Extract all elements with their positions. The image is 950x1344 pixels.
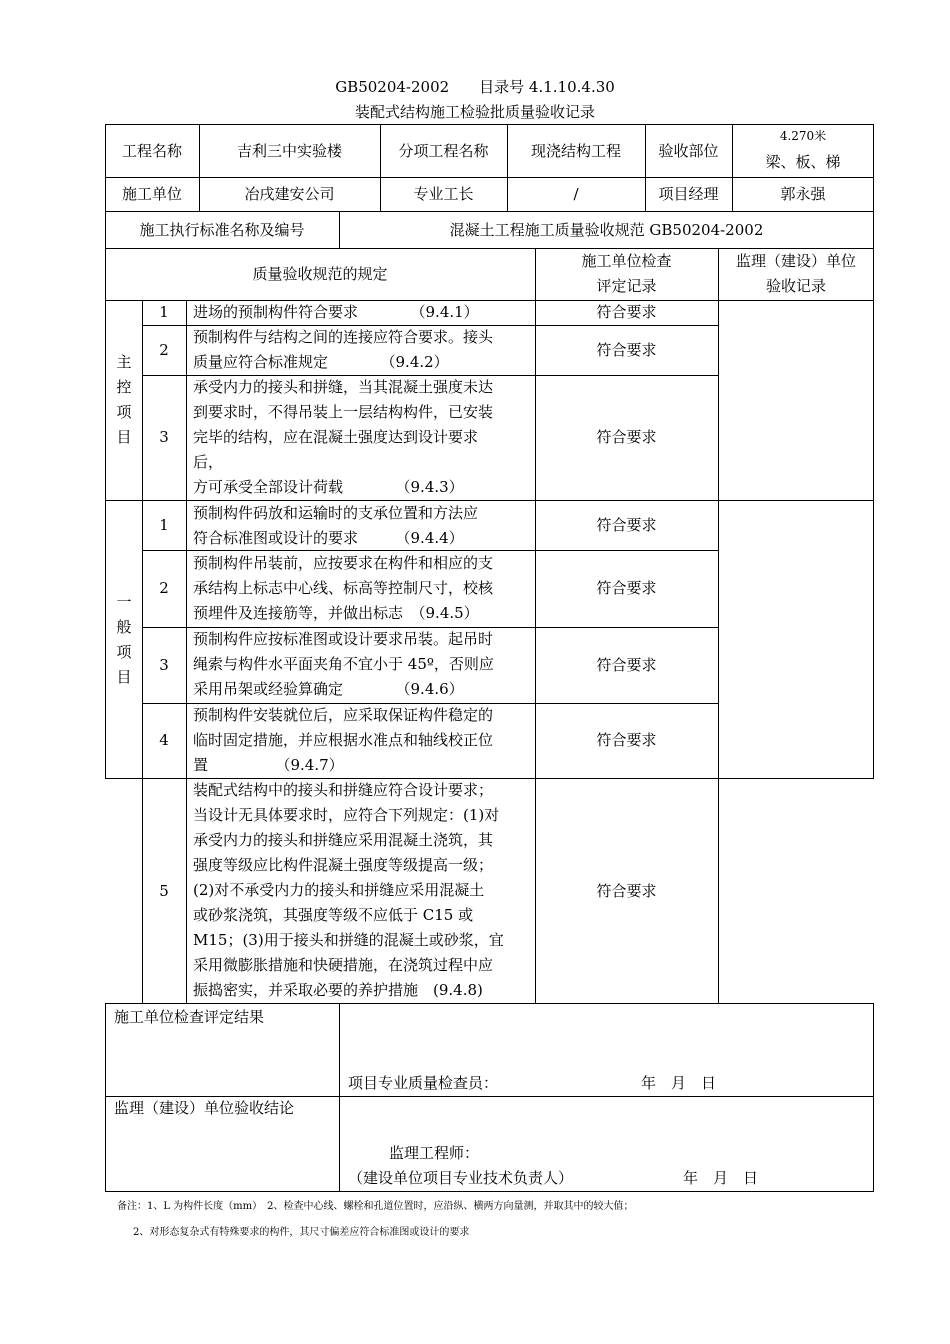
- note-line-1: 备注：1、L 为构件长度（mm） 2、检查中心线、螺栓和孔道位置时，应沿纵、横两方向量测，并取其中的较大值；: [117, 1201, 634, 1212]
- general-item-1-result: 符合要求: [596, 515, 657, 534]
- supervisor-date: 年 月 日: [683, 1169, 759, 1187]
- general-item-1-text: 预制构件码放和运输时的支承位置和方法应 符合标准图或设计的要求 （9.4.4）: [193, 504, 479, 547]
- main-item-1-text: 进场的预制构件符合要求 （9.4.1）: [193, 303, 479, 321]
- general-item-2-text: 预制构件吊装前，应按要求在构件和相应的支 承结构上标志中心线、标高等控制尺寸，校核 预埋件及连接筋等，并做出标志 （9.4.5）: [193, 554, 494, 622]
- location-members: 梁、板、梯: [765, 153, 841, 171]
- general-item-5-no: 5: [159, 881, 169, 900]
- main-item-2-result: 符合要求: [596, 340, 657, 359]
- note-line-2: 2、对形态复杂式有特殊要求的构件，其尺寸偏差应符合标准图或设计的要求: [133, 1227, 470, 1238]
- contractor-label: 施工单位: [121, 185, 182, 203]
- general-item-2-result: 符合要求: [596, 579, 657, 597]
- supervisor-header-2: 验收记录: [765, 277, 826, 295]
- manager: 郭永强: [780, 185, 826, 203]
- document-title: 装配式结构施工检验批质量验收记录: [354, 103, 595, 121]
- standard-label: 施工执行标准名称及编号: [139, 220, 305, 239]
- project-name: 吉利三中实验楼: [236, 141, 342, 160]
- main-item-3-result: 符合要求: [596, 428, 657, 446]
- inspector-date: 年 月 日: [641, 1074, 717, 1092]
- general-item-5-result: 符合要求: [596, 881, 657, 900]
- main-item-2-text: 预制构件与结构之间的连接应符合要求。接头 质量应符合标准规定 （9.4.2）: [193, 328, 494, 371]
- contractor-check-header-1: 施工单位检查: [581, 252, 672, 270]
- general-item-3-result: 符合要求: [596, 655, 657, 674]
- standard: 混凝土工程施工质量验收规范 GB50204-2002: [449, 220, 764, 239]
- foreman-label: 专业工长: [413, 185, 474, 203]
- general-item-5-text: 装配式结构中的接头和拼缝应符合设计要求； 当设计无具体要求时，应符合下列规定：(1)对 承受内力的接头和拼缝应采用混凝土浇筑，其 强度等级应比构件混凝土强度等级提高一级； (2)对不承受内力的接头和拼缝应采用混凝土 或砂浆浇筑，其强度等级不应低于 C15 或 M15；(3)用于接头和拼缝的混凝土或砂浆，宜 采用微膨胀措施和快硬措施，在浇筑过程中应 振捣密实，并采取必要的养护措施 (9.4.8): [193, 781, 504, 999]
- contractor-check-header-2: 评定记录: [596, 277, 657, 295]
- main-item-1-no: 1: [159, 303, 169, 321]
- general-item-4-text: 预制构件安装就位后，应采取保证构件稳定的 临时固定措施，并应根据水准点和轴线校正位 置 （9.4.7）: [193, 706, 494, 774]
- inspector-signature: 项目专业质量检查员：: [348, 1074, 499, 1092]
- general-items-category: 一 般 项 目: [116, 593, 132, 686]
- general-item-3-no: 3: [159, 655, 169, 674]
- document-code: GB50204-2002 目录号 4.1.10.4.30: [335, 78, 615, 96]
- supervisor-header-1: 监理（建设）单位: [735, 252, 856, 270]
- general-item-4-result: 符合要求: [596, 731, 657, 749]
- general-item-4-no: 4: [159, 731, 169, 749]
- location-label: 验收部位: [658, 141, 719, 160]
- subproject-label: 分项工程名称: [398, 141, 489, 160]
- owner-representative: （建设单位项目专业技术负责人）: [348, 1169, 574, 1187]
- main-item-3-text: 承受内力的接头和拼缝，当其混凝土强度未达 到要求时，不得吊装上一层结构构件，已安装 完毕的结构，应在混凝土强度达到设计要求 后， 方可承受全部设计荷载 （9.4.3）: [193, 378, 494, 496]
- general-item-2-no: 2: [159, 579, 169, 597]
- main-item-1-result: 符合要求: [596, 303, 657, 321]
- contractor-result-label: 施工单位检查评定结果: [114, 1008, 265, 1026]
- supervisor-engineer: 监理工程师：: [389, 1144, 480, 1162]
- general-item-1-no: 1: [159, 515, 169, 534]
- location-elevation: 4.270米: [779, 129, 827, 143]
- main-item-2-no: 2: [159, 340, 169, 359]
- general-item-3-text: 预制构件应按标准图或设计要求吊装。起吊时 绳索与构件水平面夹角不宜小于 45º，否则应 采用吊架或经验算确定 （9.4.6）: [193, 630, 494, 698]
- main-item-3-no: 3: [159, 428, 169, 446]
- subproject: 现浇结构工程: [530, 141, 621, 160]
- manager-label: 项目经理: [658, 185, 719, 203]
- spec-column-header: 质量验收规范的规定: [252, 265, 388, 283]
- main-items-category: 主 控 项 目: [116, 353, 132, 446]
- contractor: 冶戌建安公司: [244, 185, 335, 203]
- foreman: /: [573, 185, 579, 203]
- supervisor-conclusion-label: 监理（建设）单位验收结论: [114, 1099, 295, 1117]
- project-name-label: 工程名称: [121, 141, 182, 160]
